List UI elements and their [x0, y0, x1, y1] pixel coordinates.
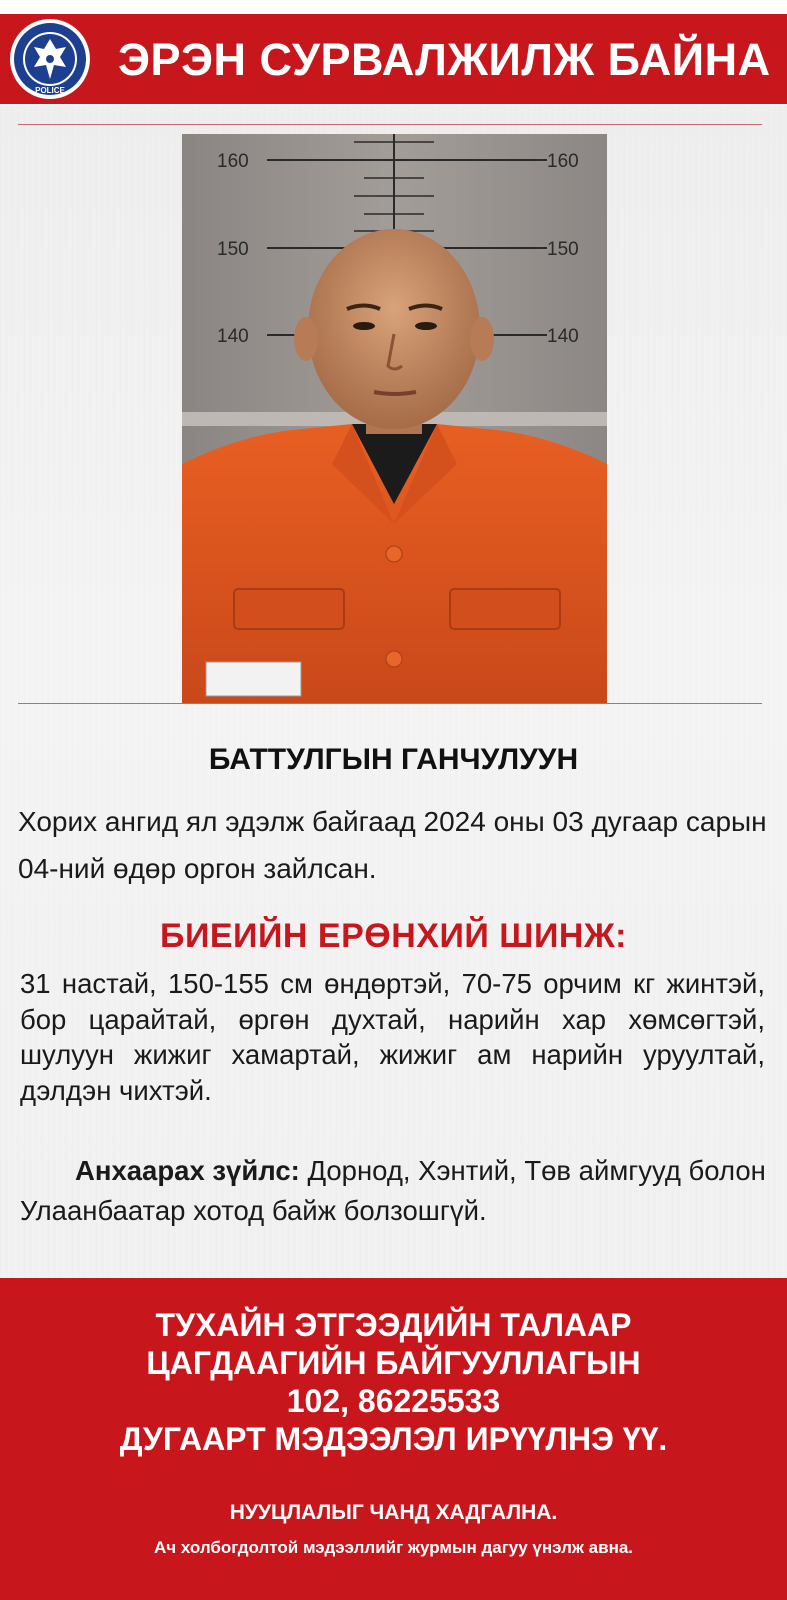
contact-block	[0, 1306, 787, 1458]
page-title: ЭРЭН СУРВАЛЖИЛЖ БАЙНА	[118, 34, 771, 85]
police-emblem-icon	[8, 17, 92, 101]
contact-line-1: ТУХАЙН ЭТГЭЭДИЙН ТАЛААР	[155, 1307, 632, 1343]
header	[0, 0, 787, 105]
contact-phone-numbers: 102, 86225533	[286, 1383, 501, 1419]
contact-line-2: ЦАГДААГИЙН БАЙГУУЛЛАГЫН	[146, 1345, 641, 1381]
person-name: БАТТУЛГЫН ГАНЧУЛУУН	[208, 743, 579, 776]
footer	[0, 1278, 787, 1600]
top-divider	[18, 124, 762, 125]
contact-line-4: ДУГААРТ МЭДЭЭЛЭЛ ИРҮҮЛНЭ ҮҮ.	[119, 1421, 668, 1457]
ruler-label-right-140: 140	[547, 326, 579, 347]
photo-divider	[18, 703, 762, 704]
ruler-label-right-150: 150	[547, 239, 579, 260]
logo-text: POLICE	[35, 86, 65, 95]
ruler-label-right-160: 160	[547, 151, 579, 172]
confidential-note: НУУЦЛАЛЫГ ЧАНД ХАДГАЛНА.	[229, 1501, 558, 1524]
ruler-label-left-160: 160	[217, 151, 249, 172]
ruler-label-left-150: 150	[217, 239, 249, 260]
notice-label: Анхаарах зүйлс:	[75, 1155, 300, 1186]
incident-text: Хорих ангид ял эдэлж байгаад 2024 оны 03 дугаар сарын 04-ний өдөр оргон зайлсан.	[18, 806, 767, 884]
mugshot-photo	[182, 134, 607, 703]
features-description: 31 настай, 150-155 см өндөртэй, 70-75 орчим кг жинтэй, бор царайтай, өргөн духтай, нарийн хар хөмсөгтэй, шулуун жижиг хамартай, жижиг ам нарийн уруултай, дэлдэн чихтэй.	[20, 968, 765, 1106]
features-title: БИЕИЙН ЕРӨНХИЙ ШИНЖ:	[160, 917, 627, 955]
ruler-label-left-140: 140	[217, 326, 249, 347]
notice-text: Дорнод, Хэнтий, Төв аймгууд болон Улаанбаатар хотод байж болзошгүй.	[20, 1155, 766, 1226]
notice	[20, 1151, 770, 1231]
legal-note: Ач холбогдолтой мэдээллийг журмын дагуу үнэлж авна.	[153, 1538, 634, 1557]
